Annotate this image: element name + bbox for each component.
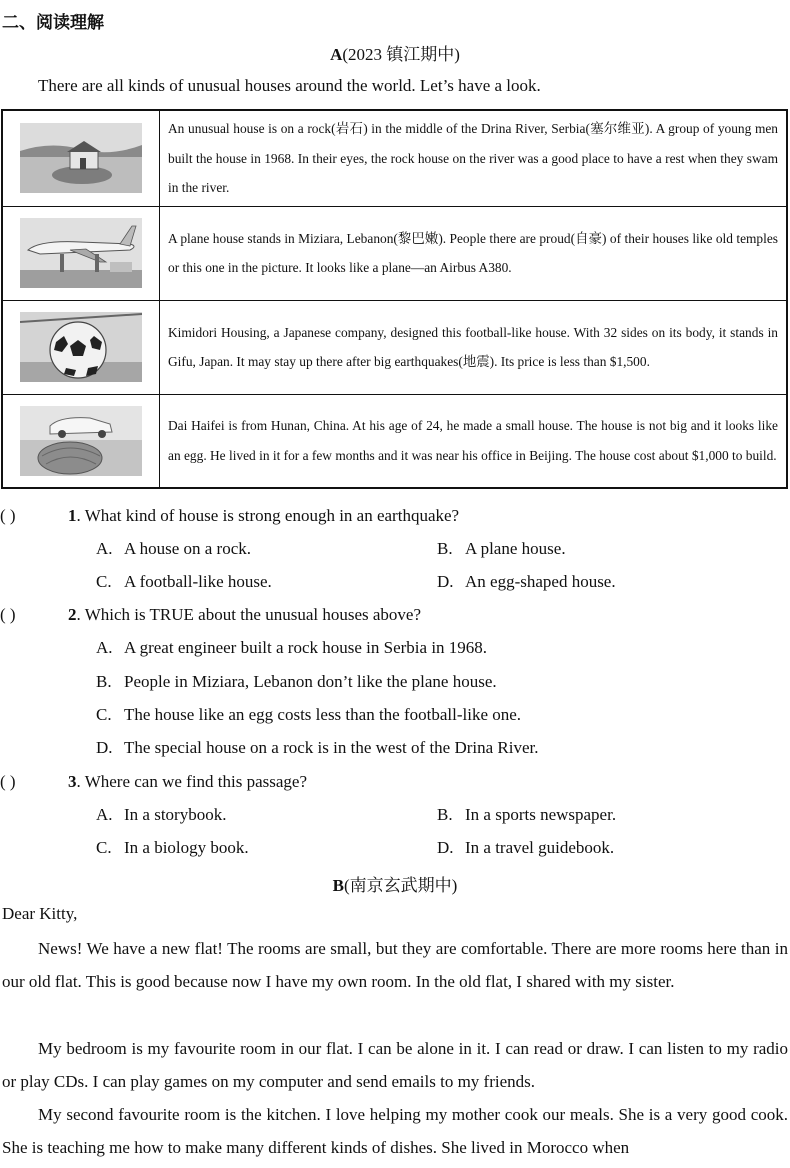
rock-house-photo bbox=[20, 123, 142, 193]
passage-a-heading bbox=[0, 40, 790, 65]
option-b: B. In a sports newspaper. bbox=[437, 805, 617, 824]
option-c: C. A football-like house. bbox=[96, 572, 272, 591]
table-row bbox=[2, 110, 787, 206]
passage-b-heading bbox=[0, 871, 790, 896]
question-stem: Which is TRUE about the unusual houses above? bbox=[84, 605, 422, 624]
question-stem: What kind of house is strong enough in an earthquake? bbox=[84, 506, 460, 525]
section-title: 二、阅读理解 bbox=[2, 13, 104, 33]
house-description: Dai Haifei is from Hunan, China. At his age of 24, he made a small house. The house is not big and it looks like an egg. He lived in it for a few months and it was near his office in Beijing. The house cost about $1,000 to build. bbox=[160, 394, 788, 488]
football-house-photo bbox=[20, 312, 142, 382]
question-number: 2 bbox=[68, 605, 77, 624]
answer-blank[interactable]: ( ) bbox=[0, 605, 16, 624]
table-row bbox=[2, 206, 787, 300]
house-description: Kimidori Housing, a Japanese company, designed this football-like house. With 32 sides on its body, it stands in Gifu, Japan. It may stay up there after big earthquakes(地震). Its price is less than $1,500. bbox=[160, 300, 788, 394]
passage-a-letter: A bbox=[330, 45, 343, 64]
passage-b-letter: B bbox=[332, 876, 344, 895]
option-b: B. People in Miziara, Lebanon don’t like the plane house. bbox=[96, 672, 497, 691]
question-2: ( ) 2. Which is TRUE about the unusual houses above? bbox=[0, 605, 422, 624]
passage-a-source: (2023 镇江期中) bbox=[342, 45, 460, 64]
question-1: ( ) 1. What kind of house is strong enough in an earthquake? bbox=[0, 506, 460, 525]
table-row bbox=[2, 394, 787, 488]
letter-paragraph: My bedroom is my favourite room in our flat. I can be alone in it. I can read or draw. I can listen to my radio or play CDs. I can play games on my computer and send emails to my friends. bbox=[2, 1039, 788, 1092]
passage-b-source: (南京玄武期中) bbox=[344, 876, 458, 895]
option-d: D. The special house on a rock is in the west of the Drina River. bbox=[96, 738, 539, 757]
house-description: A plane house stands in Miziara, Lebanon(黎巴嫩). People there are proud(自豪) of their houses like old temples or this one in the picture. It looks like a plane—an Airbus A380. bbox=[160, 206, 788, 300]
option-a: A. A great engineer built a rock house in Serbia in 1968. bbox=[96, 638, 488, 657]
plane-house-photo bbox=[20, 218, 142, 288]
letter-salutation: Dear Kitty, bbox=[2, 904, 78, 923]
option-d: D. In a travel guidebook. bbox=[437, 838, 615, 857]
option-c: C. The house like an egg costs less than the football-like one. bbox=[96, 705, 522, 724]
option-c: C. In a biology book. bbox=[96, 838, 249, 857]
question-number: 1 bbox=[68, 506, 77, 525]
option-a: A. A house on a rock. bbox=[96, 539, 252, 558]
option-d: D. An egg-shaped house. bbox=[437, 572, 616, 591]
egg-house-photo bbox=[20, 406, 142, 476]
houses-table bbox=[1, 109, 788, 489]
question-number: 3 bbox=[68, 772, 77, 791]
question-stem: Where can we find this passage? bbox=[84, 772, 308, 791]
house-description: An unusual house is on a rock(岩石) in the middle of the Drina River, Serbia(塞尔维亚). A group of young men built the house in 1968. In their eyes, the rock house on the river was a good place to have a rest when they swam in the river. bbox=[160, 110, 788, 206]
answer-blank[interactable]: ( ) bbox=[0, 772, 16, 791]
option-b: B. A plane house. bbox=[437, 539, 566, 558]
letter-paragraph: News! We have a new flat! The rooms are small, but they are comfortable. There are more rooms here than in our old flat. This is good because now I have my own room. In the old flat, I shared with my sister. bbox=[2, 939, 788, 992]
answer-blank[interactable]: ( ) bbox=[0, 506, 16, 525]
option-a: A. In a storybook. bbox=[96, 805, 227, 824]
passage-a-intro: There are all kinds of unusual houses around the world. Let’s have a look. bbox=[38, 76, 541, 95]
letter-paragraph: My second favourite room is the kitchen. I love helping my mother cook our meals. She is a very good cook. She is teaching me how to make many different kinds of dishes. She lived in Morocco when bbox=[2, 1105, 788, 1158]
table-row bbox=[2, 300, 787, 394]
question-3: ( ) 3. Where can we find this passage? bbox=[0, 772, 308, 791]
